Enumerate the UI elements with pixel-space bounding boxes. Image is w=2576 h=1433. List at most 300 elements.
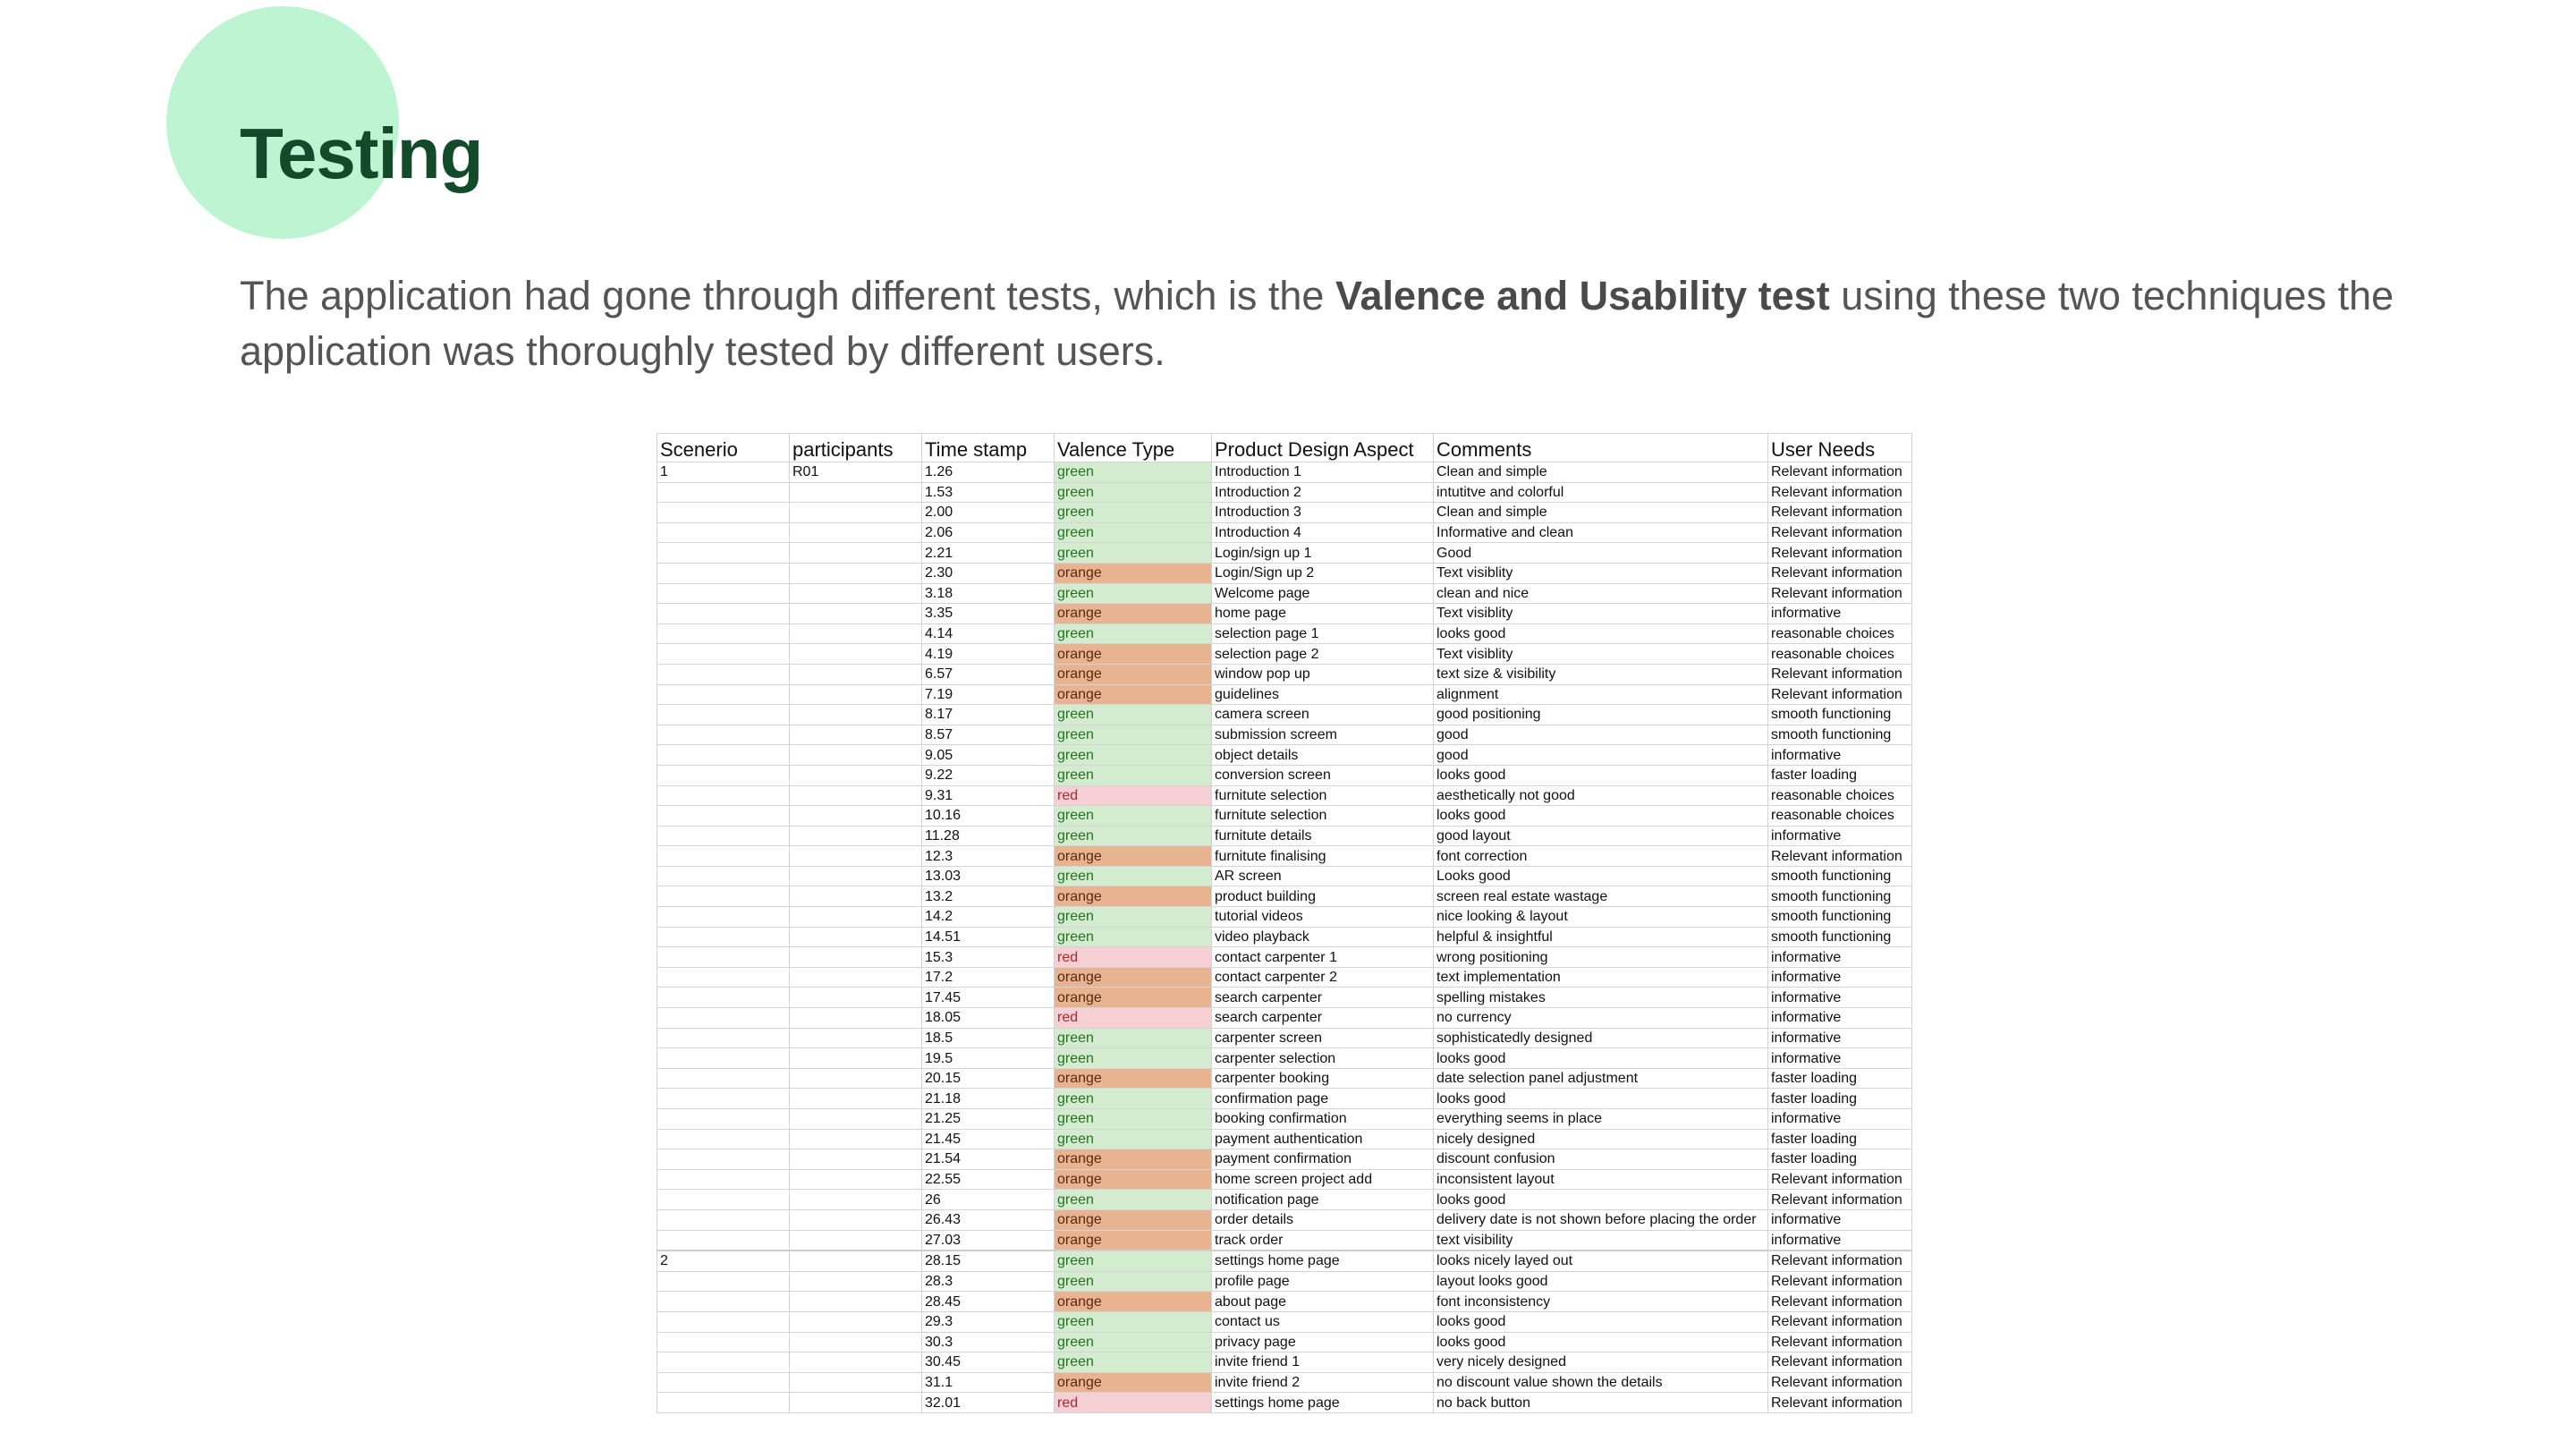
cell-participants: [790, 1008, 922, 1029]
table-row: [657, 806, 1912, 827]
cell-scenerio: [657, 623, 790, 644]
cell-participants: [790, 1048, 922, 1069]
cell-comments: aesthetically not good: [1434, 785, 1768, 806]
cell-time-stamp: 30.3: [922, 1332, 1055, 1352]
cell-comments: no currency: [1434, 1008, 1768, 1029]
cell-product-design-aspect: object details: [1212, 745, 1434, 766]
cell-user-needs: Relevant information: [1768, 1372, 1912, 1393]
table-row: [657, 623, 1912, 644]
cell-valence-type: orange: [1055, 886, 1212, 907]
cell-product-design-aspect: privacy page: [1212, 1332, 1434, 1352]
cell-product-design-aspect: payment authentication: [1212, 1129, 1434, 1149]
cell-scenerio: [657, 1190, 790, 1210]
cell-valence-type: orange: [1055, 1372, 1212, 1393]
cell-user-needs: Relevant information: [1768, 522, 1912, 543]
table-body: [657, 462, 1912, 1413]
cell-participants: [790, 886, 922, 907]
table-row: [657, 482, 1912, 503]
table-row: [657, 543, 1912, 564]
cell-valence-type: green: [1055, 826, 1212, 846]
cell-comments: screen real estate wastage: [1434, 886, 1768, 907]
cell-time-stamp: 2.30: [922, 563, 1055, 583]
cell-comments: good layout: [1434, 826, 1768, 846]
cell-time-stamp: 17.2: [922, 967, 1055, 988]
cell-valence-type: orange: [1055, 1209, 1212, 1230]
cell-time-stamp: 21.45: [922, 1129, 1055, 1149]
table-row: [657, 1372, 1912, 1393]
cell-valence-type: green: [1055, 1271, 1212, 1292]
table-row: [657, 988, 1912, 1008]
cell-participants: [790, 1271, 922, 1292]
cell-user-needs: informative: [1768, 947, 1912, 968]
cell-product-design-aspect: video playback: [1212, 927, 1434, 947]
cell-participants: [790, 1230, 922, 1251]
cell-user-needs: Relevant information: [1768, 543, 1912, 564]
table-row: [657, 503, 1912, 523]
cell-user-needs: faster loading: [1768, 1089, 1912, 1109]
cell-scenerio: [657, 846, 790, 867]
cell-time-stamp: 14.2: [922, 907, 1055, 928]
cell-participants: [790, 1251, 922, 1271]
cell-time-stamp: 32.01: [922, 1393, 1055, 1413]
cell-product-design-aspect: contact carpenter 2: [1212, 967, 1434, 988]
table-row: [657, 1230, 1912, 1251]
cell-scenerio: [657, 705, 790, 725]
page-title: Testing: [240, 114, 483, 193]
cell-valence-type: orange: [1055, 1169, 1212, 1190]
table-row: [657, 1393, 1912, 1413]
cell-participants: [790, 765, 922, 785]
cell-participants: [790, 1169, 922, 1190]
cell-scenerio: [657, 482, 790, 503]
table-row: [657, 846, 1912, 867]
header-valence-type: Valence Type: [1055, 434, 1212, 462]
cell-participants: [790, 1352, 922, 1373]
cell-valence-type: orange: [1055, 1292, 1212, 1312]
cell-comments: everything seems in place: [1434, 1109, 1768, 1130]
cell-product-design-aspect: Login/sign up 1: [1212, 543, 1434, 564]
cell-scenerio: [657, 604, 790, 624]
cell-scenerio: [657, 1068, 790, 1089]
cell-user-needs: informative: [1768, 745, 1912, 766]
cell-comments: looks good: [1434, 1089, 1768, 1109]
cell-valence-type: orange: [1055, 1230, 1212, 1251]
cell-scenerio: [657, 583, 790, 604]
header-time-stamp: Time stamp: [922, 434, 1055, 462]
cell-scenerio: [657, 1271, 790, 1292]
intro-paragraph: [240, 268, 2431, 379]
cell-participants: [790, 1028, 922, 1048]
cell-product-design-aspect: order details: [1212, 1209, 1434, 1230]
cell-product-design-aspect: furnitute details: [1212, 826, 1434, 846]
cell-valence-type: green: [1055, 705, 1212, 725]
cell-participants: [790, 846, 922, 867]
cell-product-design-aspect: booking confirmation: [1212, 1109, 1434, 1130]
cell-user-needs: reasonable choices: [1768, 623, 1912, 644]
table-row: [657, 604, 1912, 624]
cell-participants: [790, 543, 922, 564]
cell-valence-type: green: [1055, 1251, 1212, 1271]
cell-time-stamp: 15.3: [922, 947, 1055, 968]
cell-product-design-aspect: selection page 1: [1212, 623, 1434, 644]
cell-scenerio: [657, 1169, 790, 1190]
cell-scenerio: [657, 1372, 790, 1393]
table-row: [657, 1271, 1912, 1292]
cell-scenerio: [657, 664, 790, 684]
cell-time-stamp: 22.55: [922, 1169, 1055, 1190]
cell-participants: [790, 563, 922, 583]
cell-user-needs: Relevant information: [1768, 563, 1912, 583]
cell-valence-type: orange: [1055, 644, 1212, 665]
cell-product-design-aspect: contact us: [1212, 1311, 1434, 1332]
cell-product-design-aspect: invite friend 2: [1212, 1372, 1434, 1393]
table-row: [657, 1068, 1912, 1089]
cell-time-stamp: 28.45: [922, 1292, 1055, 1312]
cell-product-design-aspect: furnitute selection: [1212, 806, 1434, 827]
cell-comments: Text visiblity: [1434, 644, 1768, 665]
cell-time-stamp: 28.15: [922, 1251, 1055, 1271]
cell-time-stamp: 29.3: [922, 1311, 1055, 1332]
cell-valence-type: red: [1055, 785, 1212, 806]
cell-valence-type: red: [1055, 1393, 1212, 1413]
table-row: [657, 462, 1912, 483]
table-row: [657, 1028, 1912, 1048]
cell-valence-type: orange: [1055, 684, 1212, 705]
cell-product-design-aspect: search carpenter: [1212, 988, 1434, 1008]
cell-product-design-aspect: Welcome page: [1212, 583, 1434, 604]
cell-comments: text visibility: [1434, 1230, 1768, 1251]
cell-product-design-aspect: product building: [1212, 886, 1434, 907]
header-participants: participants: [790, 434, 922, 462]
cell-time-stamp: 1.53: [922, 482, 1055, 503]
table-row: [657, 1149, 1912, 1170]
cell-product-design-aspect: contact carpenter 1: [1212, 947, 1434, 968]
cell-participants: [790, 1089, 922, 1109]
cell-product-design-aspect: camera screen: [1212, 705, 1434, 725]
cell-valence-type: green: [1055, 725, 1212, 745]
cell-participants: [790, 866, 922, 886]
cell-product-design-aspect: confirmation page: [1212, 1089, 1434, 1109]
cell-time-stamp: 18.05: [922, 1008, 1055, 1029]
cell-comments: font correction: [1434, 846, 1768, 867]
cell-participants: [790, 826, 922, 846]
cell-valence-type: green: [1055, 1332, 1212, 1352]
cell-scenerio: [657, 988, 790, 1008]
cell-product-design-aspect: notification page: [1212, 1190, 1434, 1210]
table-row: [657, 1190, 1912, 1210]
cell-participants: R01: [790, 462, 922, 483]
cell-comments: sophisticatedly designed: [1434, 1028, 1768, 1048]
header-comments: Comments: [1434, 434, 1768, 462]
cell-product-design-aspect: about page: [1212, 1292, 1434, 1312]
table-row: [657, 1169, 1912, 1190]
cell-comments: Looks good: [1434, 866, 1768, 886]
cell-participants: [790, 745, 922, 766]
cell-scenerio: [657, 1332, 790, 1352]
table-row: [657, 1109, 1912, 1130]
cell-valence-type: orange: [1055, 846, 1212, 867]
table-row: [657, 664, 1912, 684]
cell-time-stamp: 9.22: [922, 765, 1055, 785]
table-row: [657, 583, 1912, 604]
cell-valence-type: green: [1055, 806, 1212, 827]
cell-participants: [790, 725, 922, 745]
cell-user-needs: Relevant information: [1768, 1393, 1912, 1413]
cell-participants: [790, 522, 922, 543]
cell-user-needs: informative: [1768, 967, 1912, 988]
table-row: [657, 684, 1912, 705]
cell-comments: intutitve and colorful: [1434, 482, 1768, 503]
cell-scenerio: [657, 1048, 790, 1069]
cell-scenerio: [657, 725, 790, 745]
cell-scenerio: [657, 1089, 790, 1109]
cell-scenerio: [657, 806, 790, 827]
cell-participants: [790, 1190, 922, 1210]
cell-time-stamp: 10.16: [922, 806, 1055, 827]
cell-participants: [790, 623, 922, 644]
cell-scenerio: [657, 947, 790, 968]
cell-valence-type: green: [1055, 1109, 1212, 1130]
cell-scenerio: [657, 1109, 790, 1130]
table-row: [657, 927, 1912, 947]
cell-time-stamp: 18.5: [922, 1028, 1055, 1048]
cell-scenerio: [657, 826, 790, 846]
table-row: [657, 644, 1912, 665]
cell-scenerio: [657, 684, 790, 705]
cell-user-needs: Relevant information: [1768, 583, 1912, 604]
cell-product-design-aspect: profile page: [1212, 1271, 1434, 1292]
cell-participants: [790, 1292, 922, 1312]
cell-time-stamp: 26: [922, 1190, 1055, 1210]
cell-participants: [790, 1393, 922, 1413]
cell-user-needs: smooth functioning: [1768, 927, 1912, 947]
cell-valence-type: orange: [1055, 988, 1212, 1008]
cell-time-stamp: 19.5: [922, 1048, 1055, 1069]
table-row: [657, 1332, 1912, 1352]
cell-time-stamp: 2.06: [922, 522, 1055, 543]
cell-user-needs: informative: [1768, 1209, 1912, 1230]
cell-product-design-aspect: invite friend 1: [1212, 1352, 1434, 1373]
cell-scenerio: [657, 543, 790, 564]
table-row: [657, 765, 1912, 785]
cell-valence-type: green: [1055, 623, 1212, 644]
cell-valence-type: orange: [1055, 967, 1212, 988]
cell-scenerio: [657, 644, 790, 665]
cell-valence-type: green: [1055, 543, 1212, 564]
cell-time-stamp: 21.18: [922, 1089, 1055, 1109]
cell-user-needs: Relevant information: [1768, 462, 1912, 483]
cell-time-stamp: 21.25: [922, 1109, 1055, 1130]
cell-time-stamp: 1.26: [922, 462, 1055, 483]
cell-participants: [790, 684, 922, 705]
cell-comments: looks nicely layed out: [1434, 1251, 1768, 1271]
table-row: [657, 1209, 1912, 1230]
cell-time-stamp: 8.17: [922, 705, 1055, 725]
cell-product-design-aspect: carpenter screen: [1212, 1028, 1434, 1048]
cell-user-needs: Relevant information: [1768, 1271, 1912, 1292]
cell-user-needs: smooth functioning: [1768, 907, 1912, 928]
cell-comments: font inconsistency: [1434, 1292, 1768, 1312]
cell-product-design-aspect: furnitute selection: [1212, 785, 1434, 806]
cell-valence-type: green: [1055, 1089, 1212, 1109]
table-row: [657, 866, 1912, 886]
cell-participants: [790, 1109, 922, 1130]
intro-text-end: using these two techniques the application was thoroughly tested by different users.: [240, 273, 2394, 374]
table-row: [657, 522, 1912, 543]
cell-product-design-aspect: Introduction 2: [1212, 482, 1434, 503]
cell-time-stamp: 2.00: [922, 503, 1055, 523]
cell-user-needs: Relevant information: [1768, 1332, 1912, 1352]
cell-comments: Text visiblity: [1434, 604, 1768, 624]
cell-scenerio: [657, 1008, 790, 1029]
cell-participants: [790, 806, 922, 827]
cell-participants: [790, 664, 922, 684]
cell-participants: [790, 1149, 922, 1170]
cell-comments: looks good: [1434, 1311, 1768, 1332]
cell-comments: no back button: [1434, 1393, 1768, 1413]
cell-valence-type: green: [1055, 1048, 1212, 1069]
cell-participants: [790, 644, 922, 665]
cell-comments: looks good: [1434, 1332, 1768, 1352]
cell-scenerio: [657, 1230, 790, 1251]
cell-scenerio: [657, 927, 790, 947]
cell-valence-type: red: [1055, 1008, 1212, 1029]
cell-comments: text size & visibility: [1434, 664, 1768, 684]
cell-product-design-aspect: home screen project add: [1212, 1169, 1434, 1190]
cell-participants: [790, 583, 922, 604]
cell-participants: [790, 503, 922, 523]
table-row: [657, 1352, 1912, 1373]
cell-valence-type: green: [1055, 482, 1212, 503]
cell-time-stamp: 17.45: [922, 988, 1055, 1008]
cell-valence-type: green: [1055, 1190, 1212, 1210]
cell-time-stamp: 31.1: [922, 1372, 1055, 1393]
cell-scenerio: [657, 1311, 790, 1332]
cell-comments: looks good: [1434, 1190, 1768, 1210]
cell-user-needs: Relevant information: [1768, 1292, 1912, 1312]
cell-user-needs: smooth functioning: [1768, 705, 1912, 725]
cell-product-design-aspect: Introduction 4: [1212, 522, 1434, 543]
table-row: [657, 705, 1912, 725]
cell-user-needs: Relevant information: [1768, 503, 1912, 523]
cell-valence-type: green: [1055, 907, 1212, 928]
cell-time-stamp: 13.2: [922, 886, 1055, 907]
cell-time-stamp: 9.31: [922, 785, 1055, 806]
cell-comments: alignment: [1434, 684, 1768, 705]
cell-time-stamp: 4.14: [922, 623, 1055, 644]
table-row: [657, 1251, 1912, 1271]
cell-user-needs: Relevant information: [1768, 664, 1912, 684]
cell-scenerio: [657, 1393, 790, 1413]
intro-text-start: The application had gone through different tests, which is the: [240, 273, 1335, 318]
cell-user-needs: Relevant information: [1768, 1169, 1912, 1190]
cell-user-needs: informative: [1768, 1230, 1912, 1251]
cell-valence-type: green: [1055, 765, 1212, 785]
cell-product-design-aspect: carpenter booking: [1212, 1068, 1434, 1089]
cell-user-needs: Relevant information: [1768, 1251, 1912, 1271]
cell-user-needs: informative: [1768, 604, 1912, 624]
table-row: [657, 1311, 1912, 1332]
cell-valence-type: green: [1055, 522, 1212, 543]
cell-scenerio: [657, 886, 790, 907]
cell-scenerio: [657, 785, 790, 806]
cell-user-needs: Relevant information: [1768, 1311, 1912, 1332]
cell-participants: [790, 1311, 922, 1332]
table-header-row: [657, 434, 1912, 462]
cell-product-design-aspect: settings home page: [1212, 1393, 1434, 1413]
cell-time-stamp: 21.54: [922, 1149, 1055, 1170]
cell-product-design-aspect: Login/Sign up 2: [1212, 563, 1434, 583]
cell-comments: date selection panel adjustment: [1434, 1068, 1768, 1089]
cell-user-needs: smooth functioning: [1768, 886, 1912, 907]
table-row: [657, 967, 1912, 988]
cell-comments: Text visiblity: [1434, 563, 1768, 583]
cell-comments: wrong positioning: [1434, 947, 1768, 968]
table-row: [657, 745, 1912, 766]
cell-participants: [790, 785, 922, 806]
table-row: [657, 826, 1912, 846]
cell-scenerio: [657, 522, 790, 543]
cell-valence-type: orange: [1055, 604, 1212, 624]
cell-user-needs: informative: [1768, 1008, 1912, 1029]
cell-product-design-aspect: submission screem: [1212, 725, 1434, 745]
cell-user-needs: Relevant information: [1768, 846, 1912, 867]
cell-participants: [790, 907, 922, 928]
cell-user-needs: smooth functioning: [1768, 725, 1912, 745]
cell-scenerio: [657, 967, 790, 988]
cell-valence-type: orange: [1055, 1149, 1212, 1170]
cell-scenerio: [657, 907, 790, 928]
cell-scenerio: [657, 503, 790, 523]
cell-valence-type: green: [1055, 745, 1212, 766]
cell-user-needs: reasonable choices: [1768, 785, 1912, 806]
table-row: [657, 1008, 1912, 1029]
cell-comments: discount confusion: [1434, 1149, 1768, 1170]
cell-user-needs: faster loading: [1768, 1149, 1912, 1170]
cell-user-needs: Relevant information: [1768, 482, 1912, 503]
cell-comments: Good: [1434, 543, 1768, 564]
cell-participants: [790, 967, 922, 988]
cell-comments: nice looking & layout: [1434, 907, 1768, 928]
table-row: [657, 563, 1912, 583]
cell-comments: Informative and clean: [1434, 522, 1768, 543]
cell-comments: good positioning: [1434, 705, 1768, 725]
table-row: [657, 1089, 1912, 1109]
cell-scenerio: [657, 563, 790, 583]
cell-scenerio: [657, 866, 790, 886]
cell-product-design-aspect: AR screen: [1212, 866, 1434, 886]
cell-user-needs: faster loading: [1768, 1129, 1912, 1149]
cell-time-stamp: 2.21: [922, 543, 1055, 564]
cell-time-stamp: 26.43: [922, 1209, 1055, 1230]
cell-participants: [790, 482, 922, 503]
cell-valence-type: orange: [1055, 1068, 1212, 1089]
cell-participants: [790, 1068, 922, 1089]
cell-comments: delivery date is not shown before placing the order: [1434, 1209, 1768, 1230]
cell-comments: looks good: [1434, 765, 1768, 785]
cell-product-design-aspect: guidelines: [1212, 684, 1434, 705]
valence-usability-table: [657, 433, 1912, 1413]
cell-valence-type: green: [1055, 462, 1212, 483]
cell-product-design-aspect: selection page 2: [1212, 644, 1434, 665]
cell-product-design-aspect: furnitute finalising: [1212, 846, 1434, 867]
header-user-needs: User Needs: [1768, 434, 1912, 462]
cell-comments: no discount value shown the details: [1434, 1372, 1768, 1393]
cell-participants: [790, 1129, 922, 1149]
table-row: [657, 785, 1912, 806]
cell-comments: Clean and simple: [1434, 503, 1768, 523]
cell-time-stamp: 28.3: [922, 1271, 1055, 1292]
